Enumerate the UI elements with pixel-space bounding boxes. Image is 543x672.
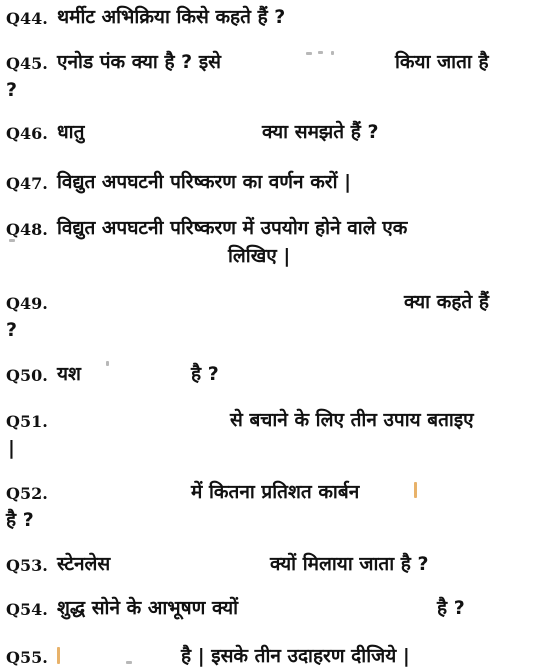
- faded-mark: [318, 51, 323, 54]
- question-text: विद्युत अपघटनी परिष्करण का वर्णन करों |: [57, 171, 352, 193]
- faded-mark: [331, 51, 334, 55]
- question-text: क्या कहते हैं: [404, 291, 489, 313]
- question-number: Q47.: [6, 174, 48, 193]
- faded-mark: [414, 482, 417, 498]
- question-text: थर्मीट अभिक्रिया किसे कहते हैं ?: [57, 6, 286, 28]
- question-number: Q52.: [6, 484, 48, 503]
- question-text: किया जाता है: [395, 51, 489, 73]
- question-continuation: लिखिए |: [228, 245, 291, 267]
- question-text: क्यों मिलाया जाता है ?: [270, 553, 429, 575]
- faded-mark: [106, 361, 109, 366]
- question-number: Q50.: [6, 366, 48, 385]
- question-continuation: ?: [6, 79, 18, 101]
- question-text: एनोड पंक क्या है ? इसे: [57, 51, 221, 73]
- question-text: है ?: [191, 363, 219, 385]
- question-continuation: ?: [6, 319, 18, 341]
- faded-mark: [9, 239, 15, 242]
- faded-mark: [126, 661, 132, 664]
- question-text: से बचाने के लिए तीन उपाय बताइए: [230, 409, 474, 431]
- question-text: यश: [57, 363, 81, 385]
- question-number: Q45.: [6, 54, 48, 73]
- question-number: Q49.: [6, 294, 48, 313]
- question-number: Q46.: [6, 124, 48, 143]
- question-number: Q48.: [6, 220, 48, 239]
- faded-mark: [306, 52, 312, 55]
- question-text: शुद्ध सोने के आभूषण क्यों: [57, 597, 239, 619]
- question-text: है ?: [437, 597, 465, 619]
- question-number: Q55.: [6, 648, 48, 667]
- question-text: विद्युत अपघटनी परिष्करण में उपयोग होने वाले एक: [57, 217, 408, 239]
- question-text: है | इसके तीन उदाहरण दीजिये |: [181, 645, 410, 667]
- question-number: Q54.: [6, 600, 48, 619]
- question-number: Q53.: [6, 556, 48, 575]
- faded-mark: [57, 647, 60, 664]
- question-number: Q51.: [6, 412, 48, 431]
- question-continuation: |: [8, 437, 15, 459]
- question-text: में कितना प्रतिशत कार्बन: [191, 481, 360, 503]
- question-continuation: है ?: [6, 509, 34, 531]
- question-number: Q44.: [6, 9, 48, 28]
- question-text: स्टेनलेस: [57, 553, 111, 575]
- question-text: क्या समझते हैं ?: [262, 121, 379, 143]
- question-text: धातु: [57, 121, 85, 143]
